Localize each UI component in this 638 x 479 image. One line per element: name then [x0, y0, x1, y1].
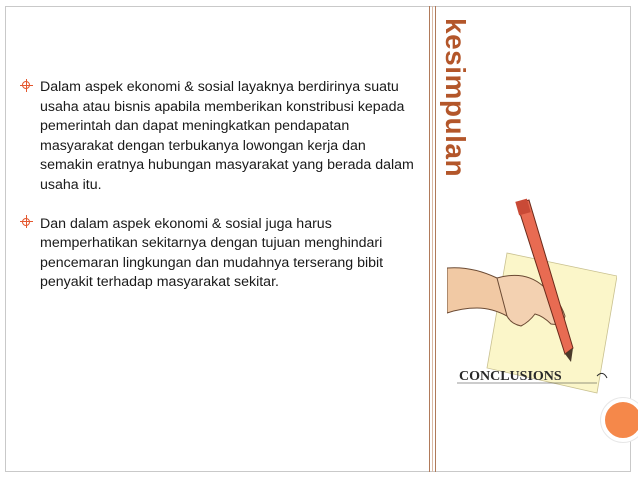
bullet-text: Dalam aspek ekonomi & sosial layaknya berdirinya suatu usaha atau bisnis apabila memberikan konstribusi kepada pemerintah dan dapat meningkatkan pendapatan masyarakat dengan terbukanya lowongan kerja dan semakin eratnya hubungan masyarakat yang berada dalam usaha itu. [40, 79, 414, 193]
divider-line [432, 6, 433, 472]
bullet-item [22, 215, 417, 293]
bullet-list [22, 78, 417, 312]
divider-line [429, 6, 430, 472]
hand-writing-with-pen-icon [447, 198, 617, 398]
bullet-marker-icon [22, 218, 30, 226]
bullet-item [22, 78, 417, 196]
bullet-text: Dan dalam aspek ekonomi & sosial juga harus memperhatikan sekitarnya dengan tujuan menghindari pencemaran lingkungan dan mudahnya terserang bibit penyakit terhadap masyarakat sekitar. [40, 215, 384, 291]
divider-line [435, 6, 436, 472]
slide-title: kesimpulan [440, 18, 471, 178]
caption-text: CONCLUSIONS [459, 369, 562, 384]
decorative-circle [601, 398, 638, 442]
bullet-marker-icon [22, 81, 30, 89]
